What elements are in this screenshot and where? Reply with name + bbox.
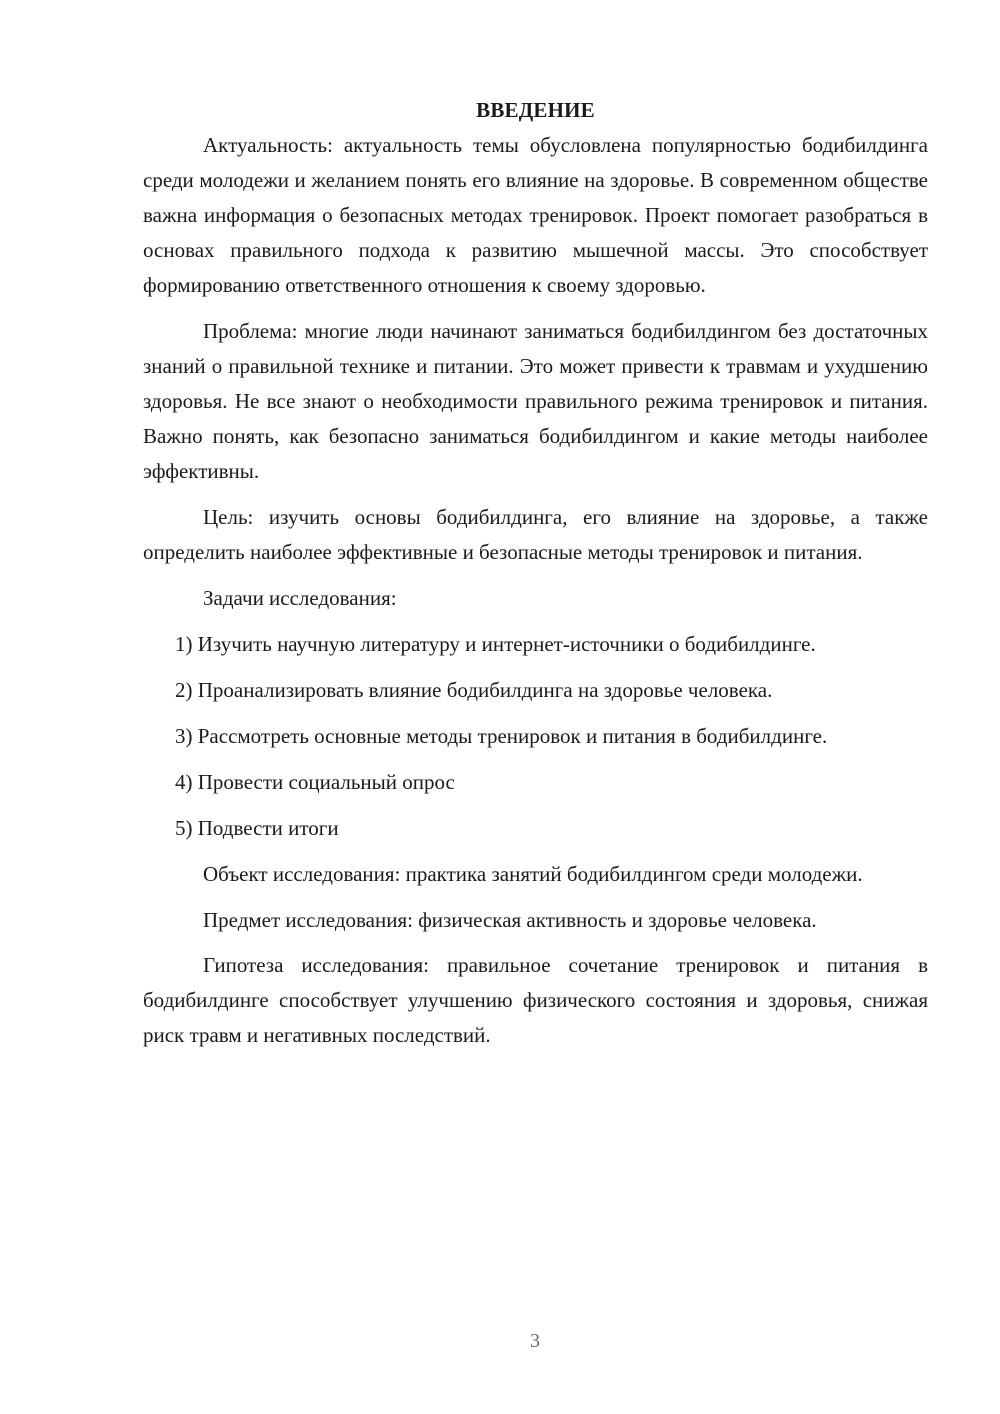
task-item-5: 5) Подвести итоги xyxy=(175,816,339,840)
task-item-2: 2) Проанализировать влияние бодибилдинга на здоровье человека. xyxy=(175,678,773,702)
page-number: 3 xyxy=(530,1330,540,1352)
paragraph-goal: Цель: изучить основы бодибилдинга, его влияние на здоровье, а также определить наиболее эффективные и безопасные методы тренировок и питания. xyxy=(143,505,928,564)
paragraph-object: Объект исследования: практика занятий бодибилдингом среди молодежи. xyxy=(203,862,863,886)
task-item-4: 4) Провести социальный опрос xyxy=(175,770,455,794)
document-page xyxy=(143,93,928,1053)
paragraph-problem: Проблема: многие люди начинают заниматься бодибилдингом без достаточных знаний о правильной технике и питании. Это может привести к травмам и ухудшению здоровья. Не все знают о необходимости правильного режима тренировок и питания. Важно понять, как безопасно заниматься бодибилдингом и какие методы наиболее эффективны. xyxy=(143,319,928,483)
paragraph-hypothesis: Гипотеза исследования: правильное сочетание тренировок и питания в бодибилдинге способствует улучшению физического состояния и здоровья, снижая риск травм и негативных последствий. xyxy=(143,953,928,1047)
paragraph-subject: Предмет исследования: физическая активность и здоровье человека. xyxy=(203,908,817,932)
section-title: ВВЕДЕНИЕ xyxy=(476,98,595,122)
task-item-1: 1) Изучить научную литературу и интернет-источники о бодибилдинге. xyxy=(175,632,816,656)
task-item-3: 3) Рассмотреть основные методы тренировок и питания в бодибилдинге. xyxy=(175,724,828,748)
tasks-heading: Задачи исследования: xyxy=(203,586,397,610)
paragraph-relevance: Актуальность: актуальность темы обусловлена популярностью бодибилдинга среди молодежи и желанием понять его влияние на здоровье. В современном обществе важна информация о безопасных методах тренировок. Проект помогает разобраться в основах правильного подхода к развитию мышечной массы. Это способствует формированию ответственного отношения к своему здоровью. xyxy=(143,133,928,297)
